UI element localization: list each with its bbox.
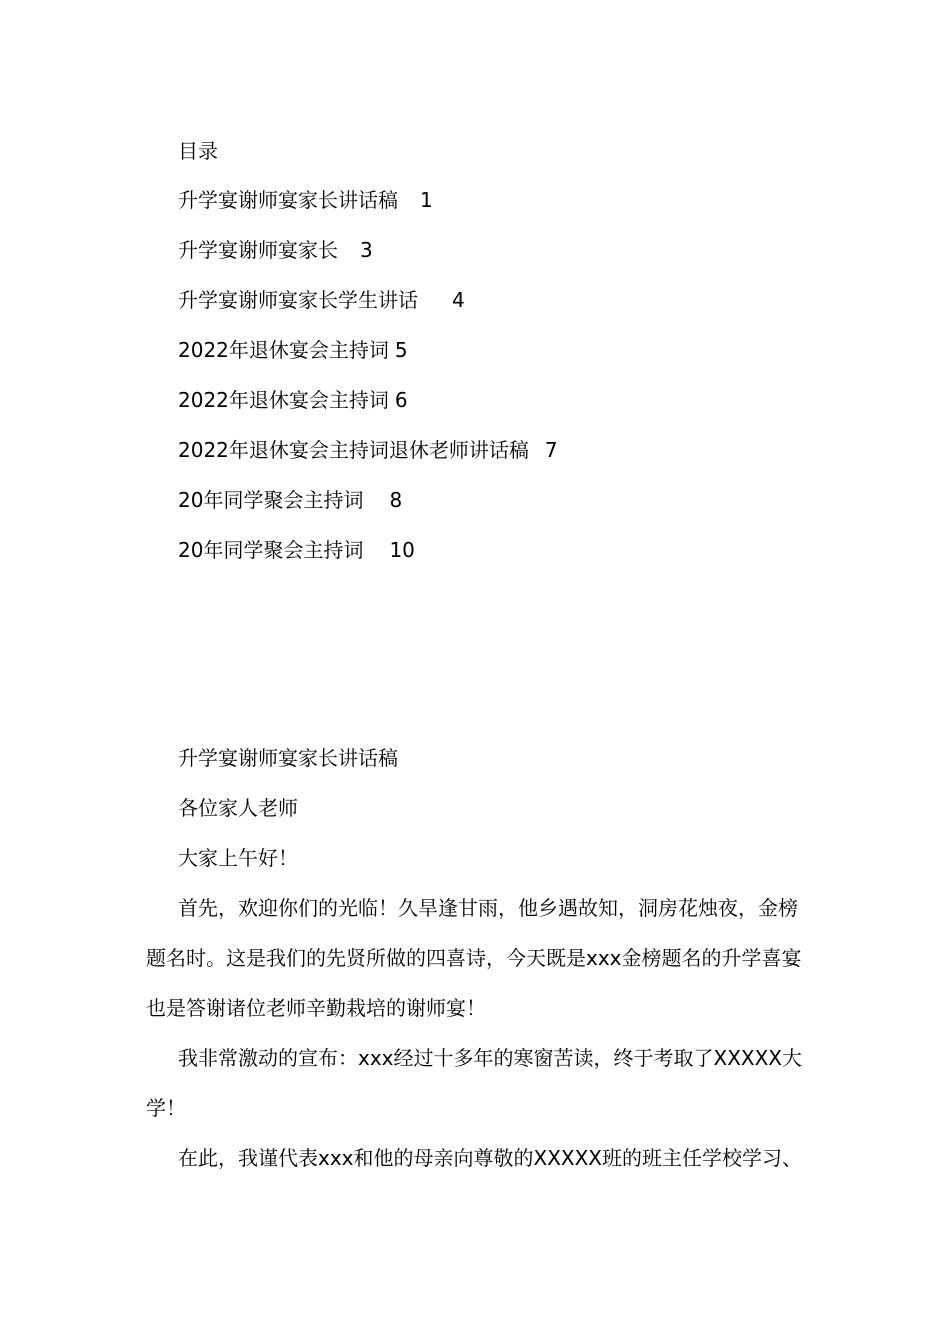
toc-entry-text: 升学宴谢师宴家长	[178, 238, 338, 262]
toc-entry-text: 2022年退休宴会主持词退休老师讲话稿	[178, 438, 529, 462]
toc-entry-page: 4	[452, 288, 465, 312]
toc-entry-page: 3	[360, 238, 373, 262]
toc-entry-page: 8	[389, 488, 403, 512]
article-paragraph: 在此，我谨代表xxx和他的母亲向尊敬的XXXXX班的班主任学校学习、	[178, 1146, 803, 1170]
toc-entry[interactable]	[178, 335, 558, 385]
toc-entry[interactable]	[178, 485, 558, 535]
article	[146, 733, 808, 1183]
toc-entry[interactable]	[178, 535, 558, 585]
toc-entry-page: 5	[394, 338, 408, 362]
toc-entry[interactable]	[178, 435, 558, 485]
toc-entry[interactable]	[178, 235, 558, 285]
toc-entry-text: 20年同学聚会主持词	[178, 538, 364, 562]
article-greeting: 各位家人老师	[178, 796, 298, 820]
toc-entry-text: 升学宴谢师宴家长学生讲话	[178, 288, 418, 312]
toc-title: 目录	[178, 139, 218, 163]
article-hello: 大家上午好！	[178, 846, 298, 870]
table-of-contents	[178, 185, 558, 585]
toc-entry[interactable]	[178, 385, 558, 435]
toc-entry-page: 10	[389, 538, 415, 562]
toc-entry-page: 6	[394, 388, 408, 412]
toc-entry[interactable]	[178, 285, 558, 335]
toc-entry-text: 升学宴谢师宴家长讲话稿	[178, 188, 398, 212]
toc-entry-page: 7	[544, 438, 558, 462]
toc-entry-page: 1	[420, 188, 433, 212]
toc-entry[interactable]	[178, 185, 558, 235]
article-title: 升学宴谢师宴家长讲话稿	[178, 746, 398, 770]
article-paragraph: 我非常激动的宣布：xxx经过十多年的寒窗苦读，终于考取了XXXXX大学！	[146, 1046, 803, 1120]
toc-entry-text: 20年同学聚会主持词	[178, 488, 364, 512]
toc-entry-text: 2022年退休宴会主持词	[178, 388, 389, 412]
toc-entry-text: 2022年退休宴会主持词	[178, 338, 389, 362]
article-paragraph: 首先，欢迎你们的光临！久旱逢甘雨，他乡遇故知，洞房花烛夜，金榜题名时。这是我们的先贤所做的四喜诗，今天既是xxx金榜题名的升学喜宴也是答谢诸位老师辛勤栽培的谢师宴！	[146, 896, 802, 1020]
